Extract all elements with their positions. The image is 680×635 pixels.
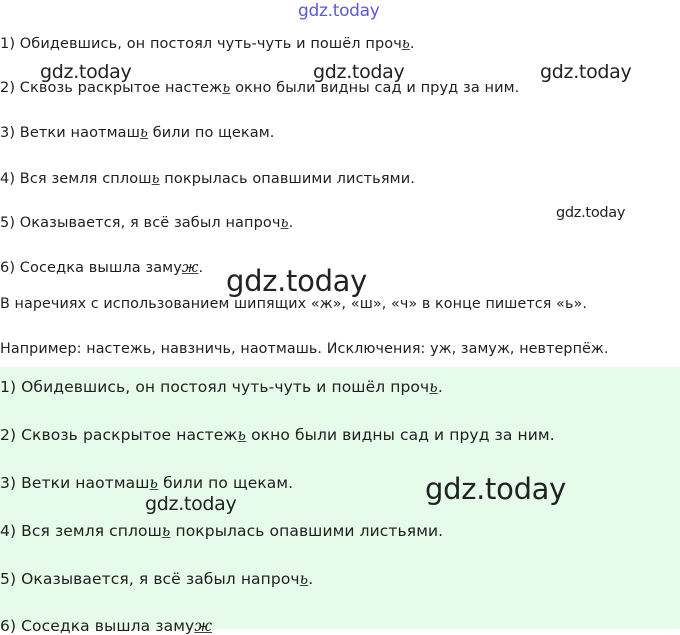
- answer-sentence-5: [0, 570, 313, 588]
- watermark-top: gdz.today: [298, 1, 380, 21]
- sentence-text: 6) Соседка вышла заму: [0, 617, 195, 635]
- sentence-text: 1) Обидевшись, он постоял чуть-чуть и пошёл проч: [0, 378, 430, 396]
- sentence-tail: били по щекам.: [158, 474, 294, 492]
- sentence-text: 6) Соседка вышла заму: [0, 260, 182, 276]
- watermark: gdz.today: [556, 205, 626, 221]
- sentence-tail: окно были видны сад и пруд за ним.: [246, 426, 555, 444]
- sentence-5: [0, 215, 293, 231]
- highlighted-letter: ь: [401, 36, 410, 52]
- watermark: gdz.today: [540, 61, 632, 83]
- watermark: gdz.today: [145, 493, 237, 515]
- sentence-tail: .: [198, 260, 204, 276]
- answer-sentence-3: [0, 474, 293, 492]
- highlighted-letter: ь: [149, 474, 159, 492]
- sentence-tail: .: [409, 36, 415, 52]
- highlighted-letter: ь: [161, 522, 171, 540]
- highlighted-letter: ь: [222, 80, 231, 96]
- highlighted-letter: ж: [181, 260, 199, 276]
- sentence-text: 4) Вся земля сплош: [0, 522, 162, 540]
- answer-panel: [0, 367, 680, 629]
- watermark: gdz.today: [313, 61, 405, 83]
- sentence-text: 2) Сквозь раскрытое настеж: [0, 426, 238, 444]
- sentence-3: [0, 125, 275, 141]
- sentence-text: 1) Обидевшись, он постоял чуть-чуть и пошёл проч: [0, 36, 402, 52]
- sentence-4: [0, 171, 415, 187]
- sentence-tail: били по щекам.: [147, 125, 275, 141]
- sentence-text: 4) Вся земля сплош: [0, 171, 152, 187]
- sentence-tail: покрылась опавшими листьями.: [159, 171, 415, 187]
- sentence-text: 3) Ветки наотмаш: [0, 474, 150, 492]
- example-text: Например: настежь, навзничь, наотмашь. Исключения: уж, замуж, невтерпёж.: [0, 341, 609, 357]
- watermark-large: gdz.today: [226, 264, 368, 298]
- sentence-6: [0, 260, 203, 276]
- sentence-text: 5) Оказывается, я всё забыл напроч: [0, 570, 300, 588]
- answer-sentence-6: [0, 617, 212, 635]
- highlighted-letter: ь: [280, 215, 289, 231]
- highlighted-letter: ь: [151, 171, 160, 187]
- watermark-large: gdz.today: [425, 472, 567, 506]
- sentence-tail: .: [437, 378, 443, 396]
- highlighted-letter: ь: [429, 378, 438, 396]
- highlighted-letter: ж: [194, 617, 213, 635]
- answer-sentence-2: [0, 426, 555, 444]
- highlighted-letter: ь: [237, 426, 247, 444]
- sentence-tail: .: [288, 215, 294, 231]
- answer-sentence-1: [0, 378, 443, 396]
- sentence-text: 3) Ветки наотмаш: [0, 125, 140, 141]
- rule-text: В наречиях с использованием шипящих «ж», «ш», «ч» в конце пишется «ь».: [0, 296, 587, 312]
- highlighted-letter: ь: [139, 125, 148, 141]
- watermark: gdz.today: [40, 61, 132, 83]
- sentence-2: [0, 80, 519, 96]
- sentence-text: 2) Сквозь раскрытое настеж: [0, 80, 223, 96]
- sentence-text: 5) Оказывается, я всё забыл напроч: [0, 215, 281, 231]
- sentence-tail: .: [308, 570, 314, 588]
- highlighted-letter: ь: [299, 570, 309, 588]
- sentence-tail: покрылась опавшими листьями.: [170, 522, 444, 540]
- sentence-1: [0, 36, 415, 52]
- answer-sentence-4: [0, 522, 443, 540]
- sentence-tail: окно были видны сад и пруд за ним.: [230, 80, 520, 96]
